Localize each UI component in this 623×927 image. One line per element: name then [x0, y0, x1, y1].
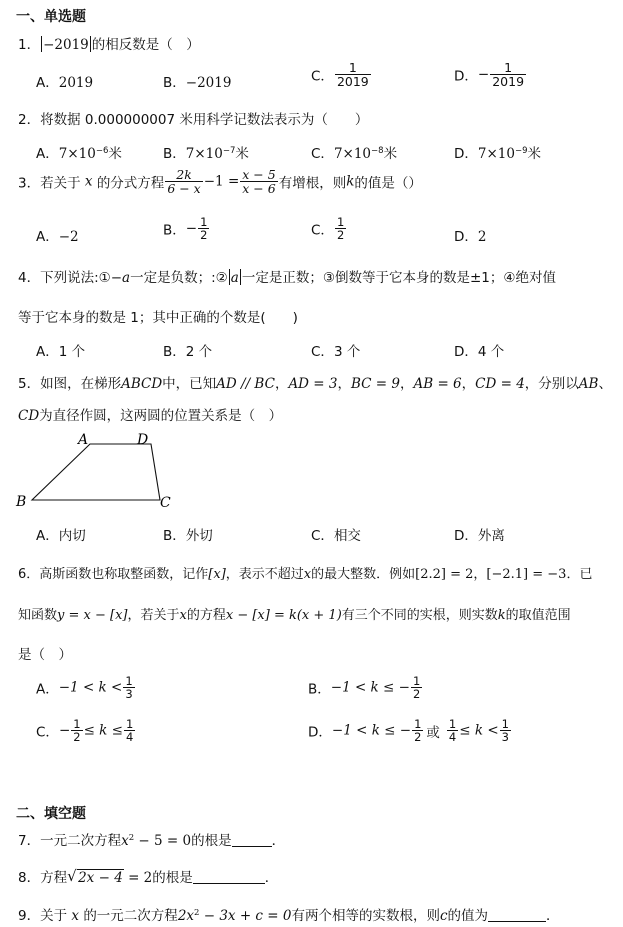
abs-bar-right [90, 36, 91, 52]
question-2-stem: 2．将数据 0.000000007 米用科学记数法表示为（ ） [18, 112, 369, 128]
answer-blank[interactable] [488, 909, 546, 922]
q4-option-b[interactable]: B．2 个 [163, 344, 213, 360]
q6-option-a[interactable]: A．−1 < k < $\frac{1}{3}$ [36, 674, 133, 702]
trapezoid-figure [10, 428, 180, 510]
q5-option-b[interactable]: B．外切 [163, 528, 213, 544]
section-title-single-choice: 一、单选题 [16, 9, 86, 25]
vertex-a: A [78, 432, 89, 448]
vertex-c: C [160, 495, 171, 510]
q3-option-b[interactable]: B．− $\frac{1}{2}$ [163, 215, 208, 243]
q6-option-b[interactable]: B．−1 < k ≤ − $\frac{1}{2}$ [308, 674, 421, 702]
question-1-stem [18, 33, 200, 53]
question-4-line-1: 4．下列说法:①−a一定是负数；:② a 一定是正数；③倒数等于它本身的数是±1；④绝对值 [18, 270, 556, 286]
question-5-line-2: CD为直径作圆，这两圆的位置关系是（ ） [18, 408, 283, 424]
trapezoid-shape [32, 444, 160, 500]
question-6-line-2: 知函数y = x − [x]，若关于x的方程x − [x] = k(x + 1)有三个不同的实根，则实数k的取值范围 [18, 608, 571, 623]
q2-option-d[interactable]: D．$7\times 10^{-9}$米 [454, 146, 542, 162]
question-4-line-2: 等于它本身的数是 1；其中正确的个数是( ) [18, 310, 298, 326]
question-text: 的相反数是（ ） [91, 37, 200, 53]
q1-option-b[interactable]: B．−2019 [163, 75, 232, 91]
answer-blank[interactable] [232, 834, 272, 847]
q5-option-c[interactable]: C．相交 [311, 528, 361, 544]
q3-option-d[interactable]: D．2 [454, 229, 487, 245]
vertex-d: D [137, 432, 149, 448]
answer-blank[interactable] [193, 871, 265, 884]
question-7: 7．一元二次方程$x^2 - 5 = 0$的根是 ． [18, 833, 286, 849]
q2-option-a[interactable]: A．$7\times 10^{-6}$米 [36, 146, 122, 162]
q4-option-d[interactable]: D．4 个 [454, 344, 505, 360]
question-number: 1． [18, 37, 41, 53]
q2-option-c[interactable]: C．$7\times 10^{-8}$米 [311, 146, 398, 162]
q5-option-a[interactable]: A．内切 [36, 528, 86, 544]
q6-option-c[interactable]: C．− $\frac{1}{2}$ ≤ k ≤ $\frac{1}{4}$ [36, 717, 134, 745]
q3-option-c[interactable]: C． $\frac{1}{2}$ [311, 215, 345, 243]
question-8: 8．方程 √ 2x − 4 = 2的根是 ． [18, 867, 279, 886]
q6-option-d[interactable]: D．−1 < k ≤ − $\frac{1}{2}$ 或 $\frac{1}{4}$ ≤ k < $\frac{1}{3}$ [308, 717, 509, 745]
q5-option-d[interactable]: D．外离 [454, 528, 505, 544]
question-3-stem: 3．若关于 x 的分式方程 $\frac{2k}{6 - x}$ −1 = $\frac{x - 5}{x - 6}$ 有增根，则k的值是（） [18, 167, 422, 197]
section-title-fill-in: 二、填空题 [16, 806, 86, 822]
question-6-line-1: 6．高斯函数也称取整函数，记作[x]，表示不超过x的最大整数．例如[2.2] = 2，[−2.1] = −3．已 [18, 567, 593, 582]
abs-bar-left [41, 36, 42, 52]
q3-option-a[interactable]: A．−2 [36, 229, 79, 245]
abs-value: −2019 [43, 37, 89, 53]
vertex-b: B [16, 494, 27, 510]
q2-option-b[interactable]: B．$7\times 10^{-7}$米 [163, 146, 249, 162]
q4-option-a[interactable]: A．1 个 [36, 344, 86, 360]
question-6-line-3: 是（ ） [18, 647, 72, 663]
q1-option-c[interactable]: C． $\frac{1}{2019}$ [311, 60, 369, 90]
question-5-line-1: 5．如图，在梯形ABCD中，已知AD // BC，AD = 3，BC = 9，AB = 6，CD = 4，分别以AB、 [18, 376, 612, 392]
q4-option-c[interactable]: C．3 个 [311, 344, 361, 360]
q1-option-d[interactable]: D．− $\frac{1}{2019}$ [454, 60, 525, 90]
question-9: 9．关于 x 的一元二次方程$2x^2 - 3x + c = 0$有两个相等的实数根，则c的值为 ． [18, 908, 560, 924]
q1-option-a[interactable]: A．2019 [36, 75, 94, 91]
